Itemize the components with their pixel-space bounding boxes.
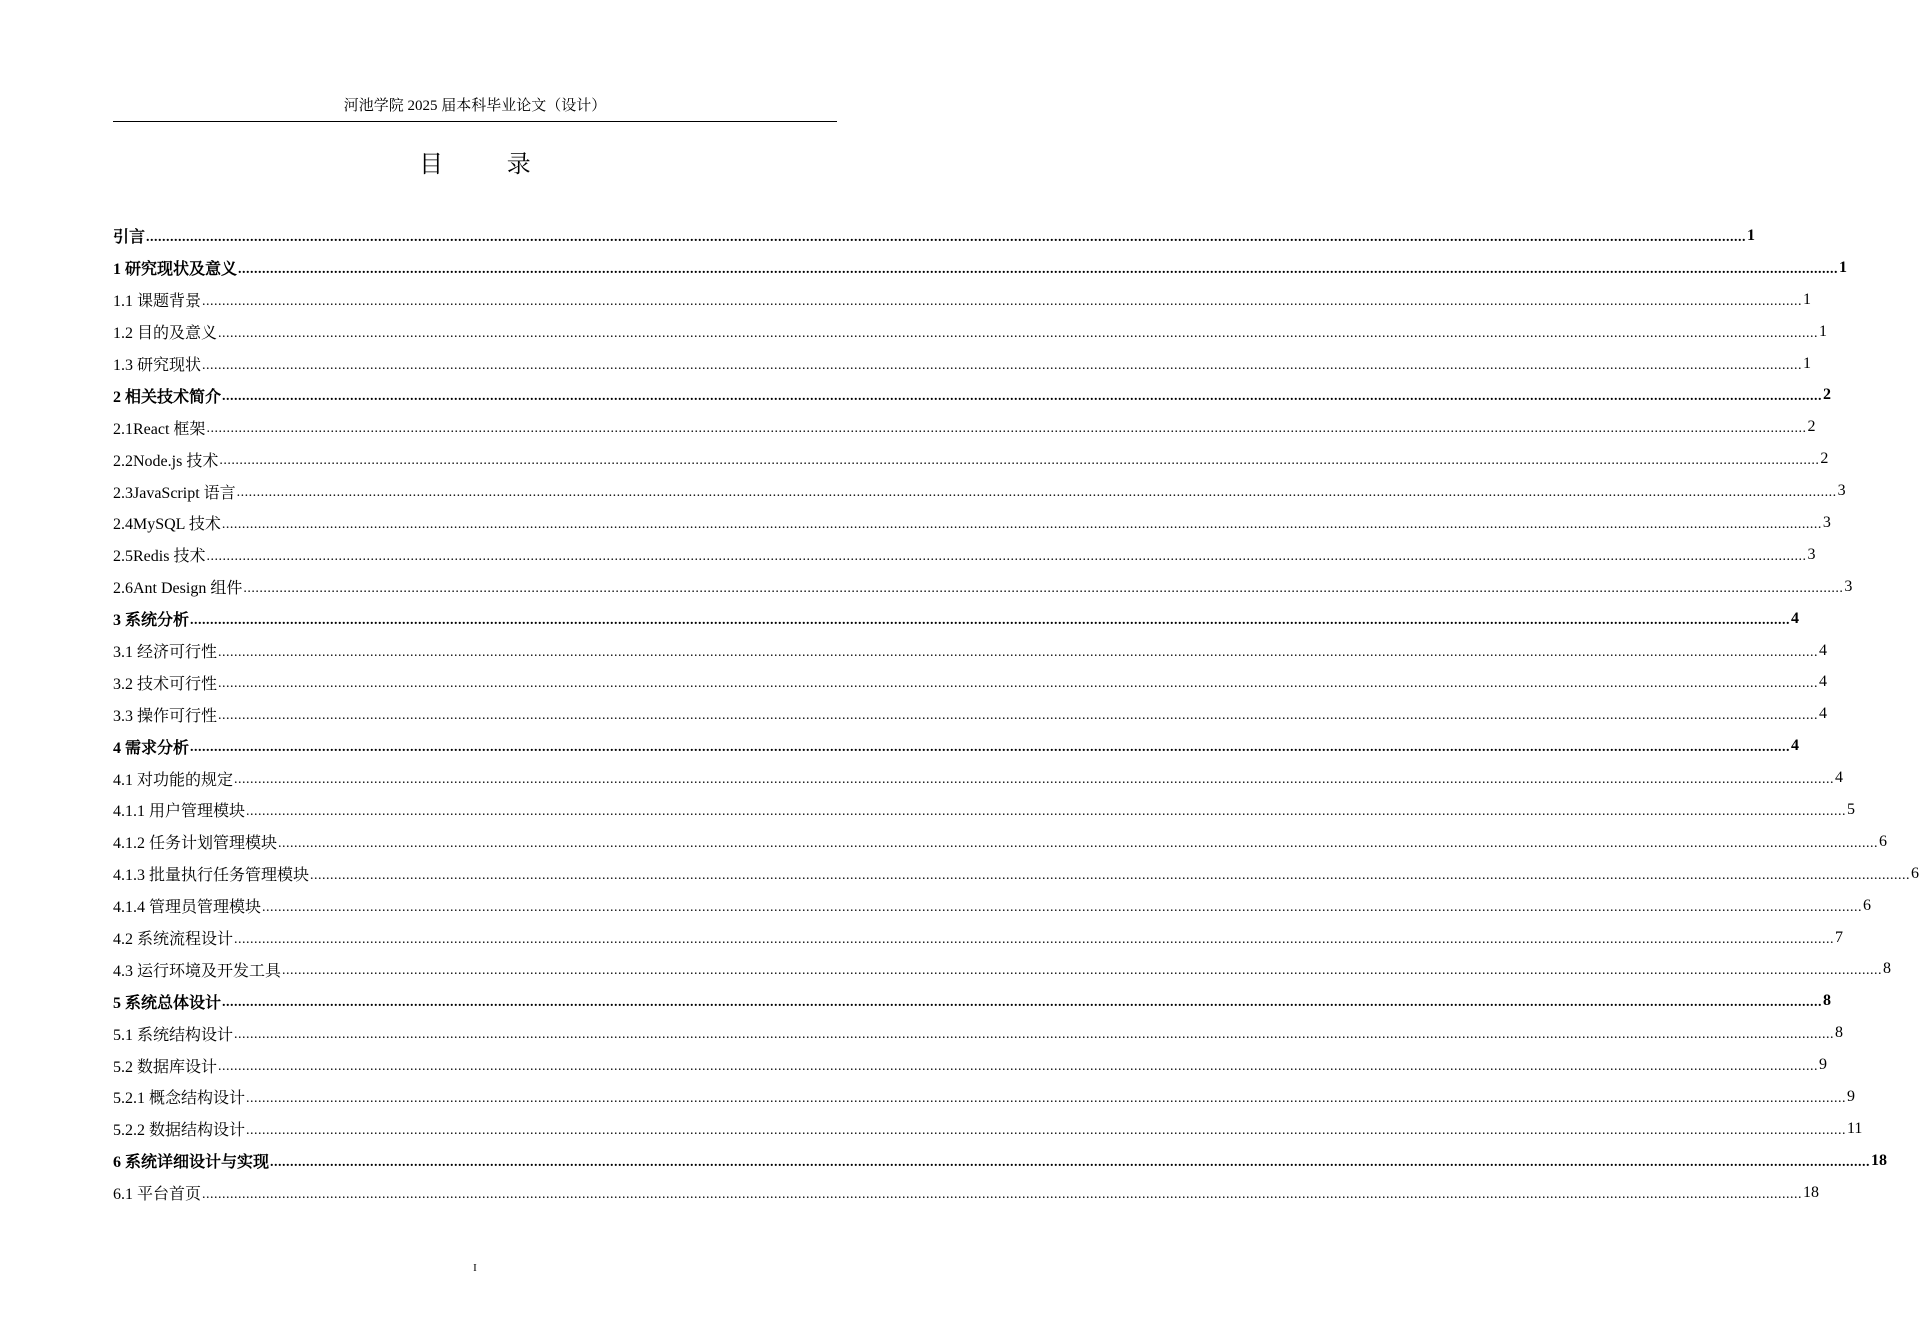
toc-entry-title: 2.2Node.js 技术: [113, 452, 219, 470]
toc-entry-page: 3: [1844, 577, 1853, 595]
toc-leader-dots: ................................................................................................................................................................................................................................................................................................................................................................................................................: [310, 867, 1911, 883]
toc-entry-page: 18: [1871, 1151, 1888, 1169]
toc-entry[interactable]: [113, 603, 1800, 635]
toc-entry[interactable]: [113, 1177, 1820, 1209]
toc-entry[interactable]: [113, 762, 1844, 794]
toc-entry-page: 8: [1883, 960, 1892, 978]
toc-entry-title: 6 系统详细设计与实现: [113, 1154, 270, 1172]
toc-entry-page: 8: [1823, 992, 1832, 1010]
toc-entry-title: 3 系统分析: [113, 612, 190, 630]
toc-entry[interactable]: [113, 858, 1919, 890]
toc-leader-dots: ................................................................................................................................................................................................................................................................................................................................................................................................................: [190, 740, 1791, 756]
toc-entry-title: 5.2.2 数据结构设计: [113, 1122, 246, 1140]
toc-leader-dots: ................................................................................................................................................................................................................................................................................................................................................................................................................: [218, 644, 1819, 660]
toc-entry-page: 4: [1819, 641, 1828, 659]
toc-entry[interactable]: [113, 922, 1844, 954]
toc-leader-dots: ................................................................................................................................................................................................................................................................................................................................................................................................................: [234, 772, 1835, 788]
toc-entry[interactable]: [113, 443, 1829, 475]
toc-entry-title: 2.4MySQL 技术: [113, 516, 221, 534]
toc-leader-dots: ................................................................................................................................................................................................................................................................................................................................................................................................................: [282, 963, 1883, 979]
toc-entry-page: 3: [1807, 545, 1816, 563]
header-rule: [113, 121, 837, 122]
toc-entry-page: 1: [1819, 322, 1828, 340]
toc-leader-dots: ................................................................................................................................................................................................................................................................................................................................................................................................................: [270, 1154, 1871, 1170]
toc-entry-title: 3.1 经济可行性: [113, 644, 218, 662]
toc-entry-page: 5: [1847, 800, 1856, 818]
toc-entry[interactable]: [113, 284, 1812, 316]
toc-leader-dots: ................................................................................................................................................................................................................................................................................................................................................................................................................: [202, 1186, 1803, 1202]
toc-leader-dots: ................................................................................................................................................................................................................................................................................................................................................................................................................: [246, 1122, 1847, 1138]
toc-leader-dots: ................................................................................................................................................................................................................................................................................................................................................................................................................: [238, 261, 1839, 277]
toc-leader-dots: ................................................................................................................................................................................................................................................................................................................................................................................................................: [218, 708, 1819, 724]
toc-leader-dots: ................................................................................................................................................................................................................................................................................................................................................................................................................: [202, 293, 1803, 309]
toc-entry[interactable]: [113, 475, 1846, 507]
toc-entry-page: 7: [1835, 928, 1844, 946]
toc-leader-dots: ................................................................................................................................................................................................................................................................................................................................................................................................................: [221, 516, 1822, 532]
table-of-contents: [113, 220, 1919, 1209]
toc-entry-page: 4: [1791, 609, 1800, 627]
toc-entry-title: 4.2 系统流程设计: [113, 931, 234, 949]
toc-entry-title: 4.1.2 任务计划管理模块: [113, 835, 278, 853]
toc-leader-dots: ................................................................................................................................................................................................................................................................................................................................................................................................................: [243, 580, 1844, 596]
toc-entry-page: 4: [1835, 769, 1844, 787]
toc-entry-page: 4: [1791, 737, 1800, 755]
toc-leader-dots: ................................................................................................................................................................................................................................................................................................................................................................................................................: [234, 931, 1835, 947]
toc-entry-title: 4.1.1 用户管理模块: [113, 803, 246, 821]
toc-entry-page: 3: [1822, 513, 1831, 531]
toc-entry[interactable]: [113, 698, 1828, 730]
toc-entry-title: 1.3 研究现状: [113, 357, 202, 374]
toc-entry-title: 4 需求分析: [113, 739, 190, 757]
toc-entry-title: 1.2 目的及意义: [113, 325, 218, 343]
toc-entry[interactable]: [113, 220, 1756, 252]
toc-leader-dots: ................................................................................................................................................................................................................................................................................................................................................................................................................: [218, 1059, 1819, 1075]
page-number: I: [473, 1262, 477, 1274]
toc-entry-page: 18: [1803, 1183, 1820, 1201]
toc-entry-title: 2.1React 框架: [113, 420, 206, 438]
toc-entry[interactable]: [113, 1145, 1888, 1177]
toc-entry[interactable]: [113, 539, 1816, 571]
toc-entry-page: 11: [1847, 1119, 1863, 1137]
toc-leader-dots: ................................................................................................................................................................................................................................................................................................................................................................................................................: [218, 676, 1819, 692]
toc-entry-page: 1: [1803, 354, 1812, 372]
toc-entry-title: 4.1.3 批量执行任务管理模块: [113, 867, 310, 885]
toc-leader-dots: ................................................................................................................................................................................................................................................................................................................................................................................................................: [218, 325, 1819, 341]
toc-entry-page: 4: [1819, 705, 1828, 723]
toc-entry-title: 1 研究现状及意义: [113, 261, 238, 279]
toc-entry-title: 6.1 平台首页: [113, 1186, 202, 1204]
toc-entry-title: 2.3JavaScript 语言: [113, 484, 236, 502]
toc-entry[interactable]: [113, 379, 1832, 411]
toc-leader-dots: ................................................................................................................................................................................................................................................................................................................................................................................................................: [222, 389, 1823, 405]
toc-entry[interactable]: [113, 1113, 1863, 1145]
toc-entry[interactable]: [113, 953, 1892, 985]
toc-entry-title: 4.1.4 管理员管理模块: [113, 899, 262, 917]
toc-entry[interactable]: [113, 507, 1831, 539]
toc-entry-page: 6: [1879, 832, 1888, 850]
toc-leader-dots: ................................................................................................................................................................................................................................................................................................................................................................................................................: [246, 1090, 1847, 1106]
toc-entry[interactable]: [113, 666, 1828, 698]
toc-entry-title: 5.1 系统结构设计: [113, 1026, 234, 1044]
toc-entry-title: 5.2.1 概念结构设计: [113, 1090, 246, 1108]
toc-leader-dots: ................................................................................................................................................................................................................................................................................................................................................................................................................: [278, 835, 1879, 851]
toc-entry-title: 4.1 对功能的规定: [113, 771, 234, 789]
toc-entry-title: 1.1 课题背景: [113, 293, 202, 311]
toc-entry[interactable]: [113, 1017, 1844, 1049]
toc-entry-page: 3: [1837, 482, 1846, 500]
toc-entry-title: 2.6Ant Design 组件: [113, 580, 243, 598]
toc-entry-title: 引言: [113, 229, 146, 247]
toc-entry[interactable]: [113, 348, 1812, 380]
toc-entry[interactable]: [113, 1049, 1828, 1081]
toc-entry-title: 3.2 技术可行性: [113, 675, 218, 693]
toc-leader-dots: ................................................................................................................................................................................................................................................................................................................................................................................................................: [246, 803, 1847, 819]
toc-leader-dots: ................................................................................................................................................................................................................................................................................................................................................................................................................: [219, 453, 1820, 469]
toc-entry-page: 9: [1847, 1087, 1856, 1105]
toc-leader-dots: ................................................................................................................................................................................................................................................................................................................................................................................................................: [202, 357, 1803, 373]
toc-leader-dots: ................................................................................................................................................................................................................................................................................................................................................................................................................: [222, 995, 1823, 1011]
toc-entry-title: 5 系统总体设计: [113, 994, 222, 1012]
toc-leader-dots: ................................................................................................................................................................................................................................................................................................................................................................................................................: [146, 229, 1747, 245]
running-header: 河池学院 2025 届本科毕业论文（设计）: [343, 98, 607, 114]
toc-entry[interactable]: [113, 411, 1816, 443]
toc-leader-dots: ................................................................................................................................................................................................................................................................................................................................................................................................................: [236, 485, 1837, 501]
toc-entry[interactable]: [113, 985, 1832, 1017]
toc-entry[interactable]: [113, 316, 1828, 348]
toc-entry-page: 2: [1807, 418, 1816, 436]
toc-entry[interactable]: [113, 635, 1828, 667]
toc-entry-title: 5.2 数据库设计: [113, 1058, 218, 1076]
toc-entry-title: 3.3 操作可行性: [113, 707, 218, 725]
toc-entry-page: 6: [1863, 896, 1872, 914]
toc-entry[interactable]: [113, 730, 1800, 762]
toc-entry-page: 9: [1819, 1056, 1828, 1074]
toc-entry-page: 2: [1823, 386, 1832, 404]
toc-entry-page: 4: [1819, 673, 1828, 691]
toc-title: 目 录: [419, 150, 559, 178]
toc-leader-dots: ................................................................................................................................................................................................................................................................................................................................................................................................................: [206, 548, 1807, 564]
toc-entry-page: 1: [1839, 258, 1848, 276]
toc-entry-title: 4.3 运行环境及开发工具: [113, 962, 282, 980]
toc-entry[interactable]: [113, 826, 1888, 858]
toc-entry-page: 2: [1820, 450, 1829, 468]
toc-entry-page: 6: [1911, 864, 1919, 882]
toc-leader-dots: ................................................................................................................................................................................................................................................................................................................................................................................................................: [190, 612, 1791, 628]
toc-entry[interactable]: [113, 1081, 1856, 1113]
toc-leader-dots: ................................................................................................................................................................................................................................................................................................................................................................................................................: [206, 421, 1807, 437]
toc-entry-title: 2 相关技术简介: [113, 388, 222, 406]
toc-entry-page: 8: [1835, 1024, 1844, 1042]
toc-entry-title: 2.5Redis 技术: [113, 548, 206, 566]
toc-entry-page: 1: [1803, 290, 1812, 308]
toc-leader-dots: ................................................................................................................................................................................................................................................................................................................................................................................................................: [234, 1027, 1835, 1043]
toc-entry[interactable]: [113, 571, 1853, 603]
toc-entry[interactable]: [113, 890, 1872, 922]
toc-entry[interactable]: [113, 794, 1856, 826]
toc-entry-page: 1: [1747, 226, 1756, 244]
toc-entry[interactable]: [113, 252, 1848, 284]
toc-leader-dots: ................................................................................................................................................................................................................................................................................................................................................................................................................: [262, 899, 1863, 915]
